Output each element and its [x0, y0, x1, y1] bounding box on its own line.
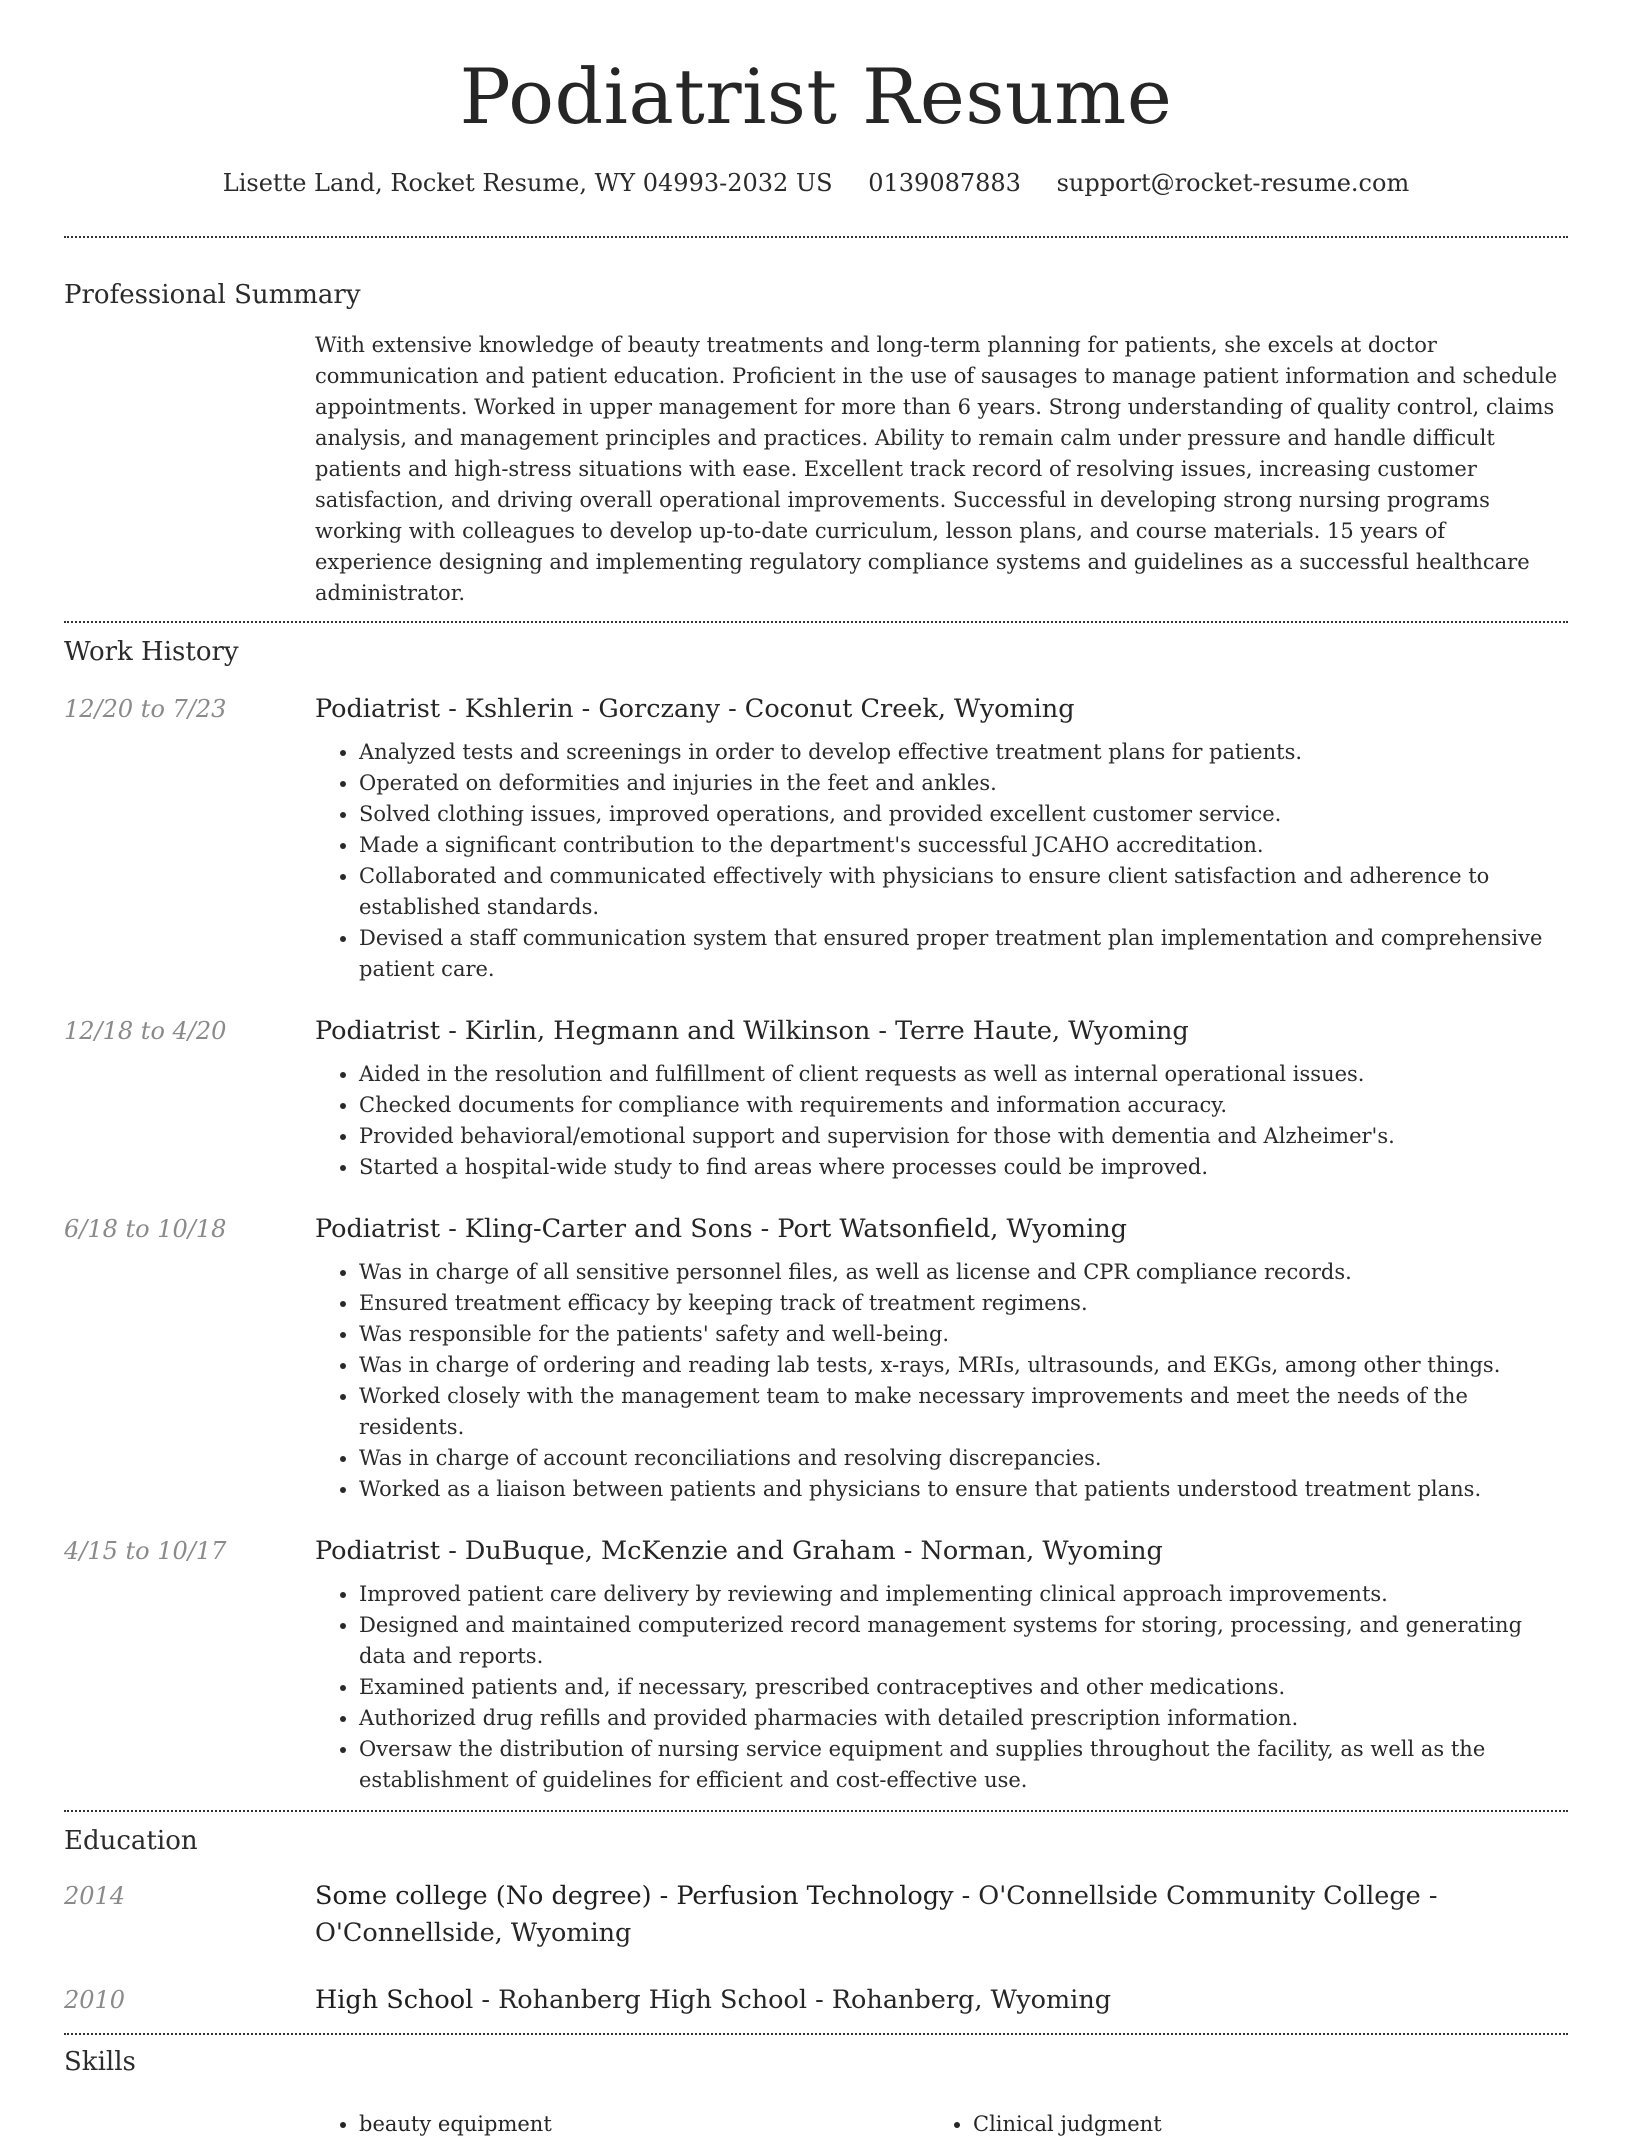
education-school: - Rohanberg High School - Rohanberg, Wyoming	[473, 1985, 1112, 2015]
list-item: • Operated on deformities and injuries in the feet and ankles.	[359, 768, 1568, 799]
education-degree: Some college (No degree) - Perfusion Technology	[315, 1881, 954, 1911]
list-item: • Checked documents for compliance with requirements and information accuracy.	[359, 1090, 1568, 1121]
list-item: • Ensured treatment efficacy by keeping track of treatment regimens.	[359, 1288, 1568, 1319]
divider	[64, 621, 1568, 623]
education-entry	[64, 1878, 1568, 1952]
list-item: • Collaborated and communicated effectively with physicians to ensure client satisfaction and adherence to established standards.	[359, 861, 1568, 923]
skills-section	[64, 2045, 1568, 2140]
job-dates: 4/15 to 10/17	[64, 1537, 227, 1565]
divider	[64, 236, 1568, 238]
job-dates: 12/20 to 7/23	[64, 695, 227, 723]
resume-page	[64, 0, 1568, 2140]
resume-title: Podiatrist Resume	[459, 52, 1173, 141]
job-bullets	[315, 737, 1568, 985]
list-item: • Examined patients and, if necessary, prescribed contraceptives and other medications.	[359, 1672, 1568, 1703]
education-section	[64, 1824, 1568, 2019]
education-degree: High School	[315, 1985, 474, 2015]
divider	[64, 2033, 1568, 2035]
job-entry	[64, 1211, 1568, 1505]
list-item: • Authorized drug refills and provided pharmacies with detailed prescription information.	[359, 1703, 1568, 1734]
summary-section	[64, 278, 1568, 609]
job-dates: 12/18 to 4/20	[64, 1017, 227, 1045]
list-item: • Provided behavioral/emotional support and supervision for those with dementia and Alzheimer's.	[359, 1121, 1568, 1152]
list-item: • Improved patient care delivery by reviewing and implementing clinical approach improvements.	[359, 1579, 1568, 1610]
job-bullets	[315, 1579, 1568, 1796]
contact-address: Lisette Land, Rocket Resume, WY 04993-2032 US	[222, 169, 833, 197]
job-entry	[64, 691, 1568, 985]
job-title: Podiatrist - Kling-Carter and Sons - Port Watsonfield, Wyoming	[315, 1214, 1127, 1244]
list-item: • Made a significant contribution to the department's successful JCAHO accreditation.	[359, 830, 1568, 861]
summary-heading: Professional Summary	[64, 280, 361, 310]
list-item: • Was in charge of ordering and reading lab tests, x-rays, MRIs, ultrasounds, and EKGs, among other things.	[359, 1350, 1568, 1381]
skills-list	[315, 2109, 1568, 2140]
skills-column-left	[315, 2109, 929, 2140]
list-item: • Oversaw the distribution of nursing service equipment and supplies throughout the facility, as well as the establishment of guidelines for efficient and cost-effective use.	[359, 1734, 1568, 1796]
list-item: • Solved clothing issues, improved operations, and provided excellent customer service.	[359, 799, 1568, 830]
list-item: • Was responsible for the patients' safety and well-being.	[359, 1319, 1568, 1350]
summary-text: With extensive knowledge of beauty treatments and long-term planning for patients, she excels at doctor communication and patient education. Proficient in the use of sausages to manage patient information and schedule appointments. Worked in upper management for more than 6 years. Strong understanding of quality control, claims analysis, and management principles and practices. Ability to remain calm under pressure and handle difficult patients and high-stress situations with ease. Excellent track record of resolving issues, increasing customer satisfaction, and driving overall operational improvements. Successful in developing strong nursing programs working with colleagues to develop up-to-date curriculum, lesson plans, and course materials. 15 years of experience designing and implementing regulatory compliance systems and guidelines as a successful healthcare administrator.	[315, 333, 1558, 605]
job-entry	[64, 1013, 1568, 1183]
education-year: 2010	[64, 1986, 126, 2014]
education-school: - O'Connellside Community College - O'Connellside, Wyoming	[315, 1881, 1438, 1948]
job-dates: 6/18 to 10/18	[64, 1215, 227, 1243]
job-entry	[64, 1533, 1568, 1796]
education-heading: Education	[64, 1826, 198, 1856]
list-item: • Devised a staff communication system that ensured proper treatment plan implementation and comprehensive patient care.	[359, 923, 1568, 985]
job-bullets	[315, 1257, 1568, 1505]
contact-line	[64, 168, 1568, 198]
education-year: 2014	[64, 1882, 126, 1910]
list-item: • Started a hospital-wide study to find areas where processes could be improved.	[359, 1152, 1568, 1183]
list-item: • Aided in the resolution and fulfillment of client requests as well as internal operational issues.	[359, 1059, 1568, 1090]
contact-phone: 0139087883	[868, 169, 1021, 197]
divider	[64, 1810, 1568, 1812]
list-item: • Clinical judgment	[973, 2109, 1543, 2140]
list-item: • Designed and maintained computerized record management systems for storing, processing, and generating data and reports.	[359, 1610, 1568, 1672]
list-item: • Was in charge of account reconciliations and resolving discrepancies.	[359, 1443, 1568, 1474]
contact-email: support@rocket-resume.com	[1056, 169, 1410, 197]
skills-column-right	[929, 2109, 1543, 2140]
list-item: • Was in charge of all sensitive personnel files, as well as license and CPR compliance records.	[359, 1257, 1568, 1288]
list-item: • beauty equipment	[359, 2109, 929, 2140]
job-title: Podiatrist - DuBuque, McKenzie and Graham - Norman, Wyoming	[315, 1536, 1163, 1566]
list-item: • Worked closely with the management team to make necessary improvements and meet the needs of the residents.	[359, 1381, 1568, 1443]
job-bullets	[315, 1059, 1568, 1183]
list-item: • Worked as a liaison between patients and physicians to ensure that patients understood treatment plans.	[359, 1474, 1568, 1505]
work-section	[64, 635, 1568, 1796]
list-item: • Analyzed tests and screenings in order to develop effective treatment plans for patients.	[359, 737, 1568, 768]
skills-heading: Skills	[64, 2047, 136, 2077]
job-title: Podiatrist - Kirlin, Hegmann and Wilkinson - Terre Haute, Wyoming	[315, 1016, 1189, 1046]
work-heading: Work History	[64, 637, 239, 667]
job-title: Podiatrist - Kshlerin - Gorczany - Coconut Creek, Wyoming	[315, 694, 1075, 724]
education-entry	[64, 1982, 1568, 2019]
